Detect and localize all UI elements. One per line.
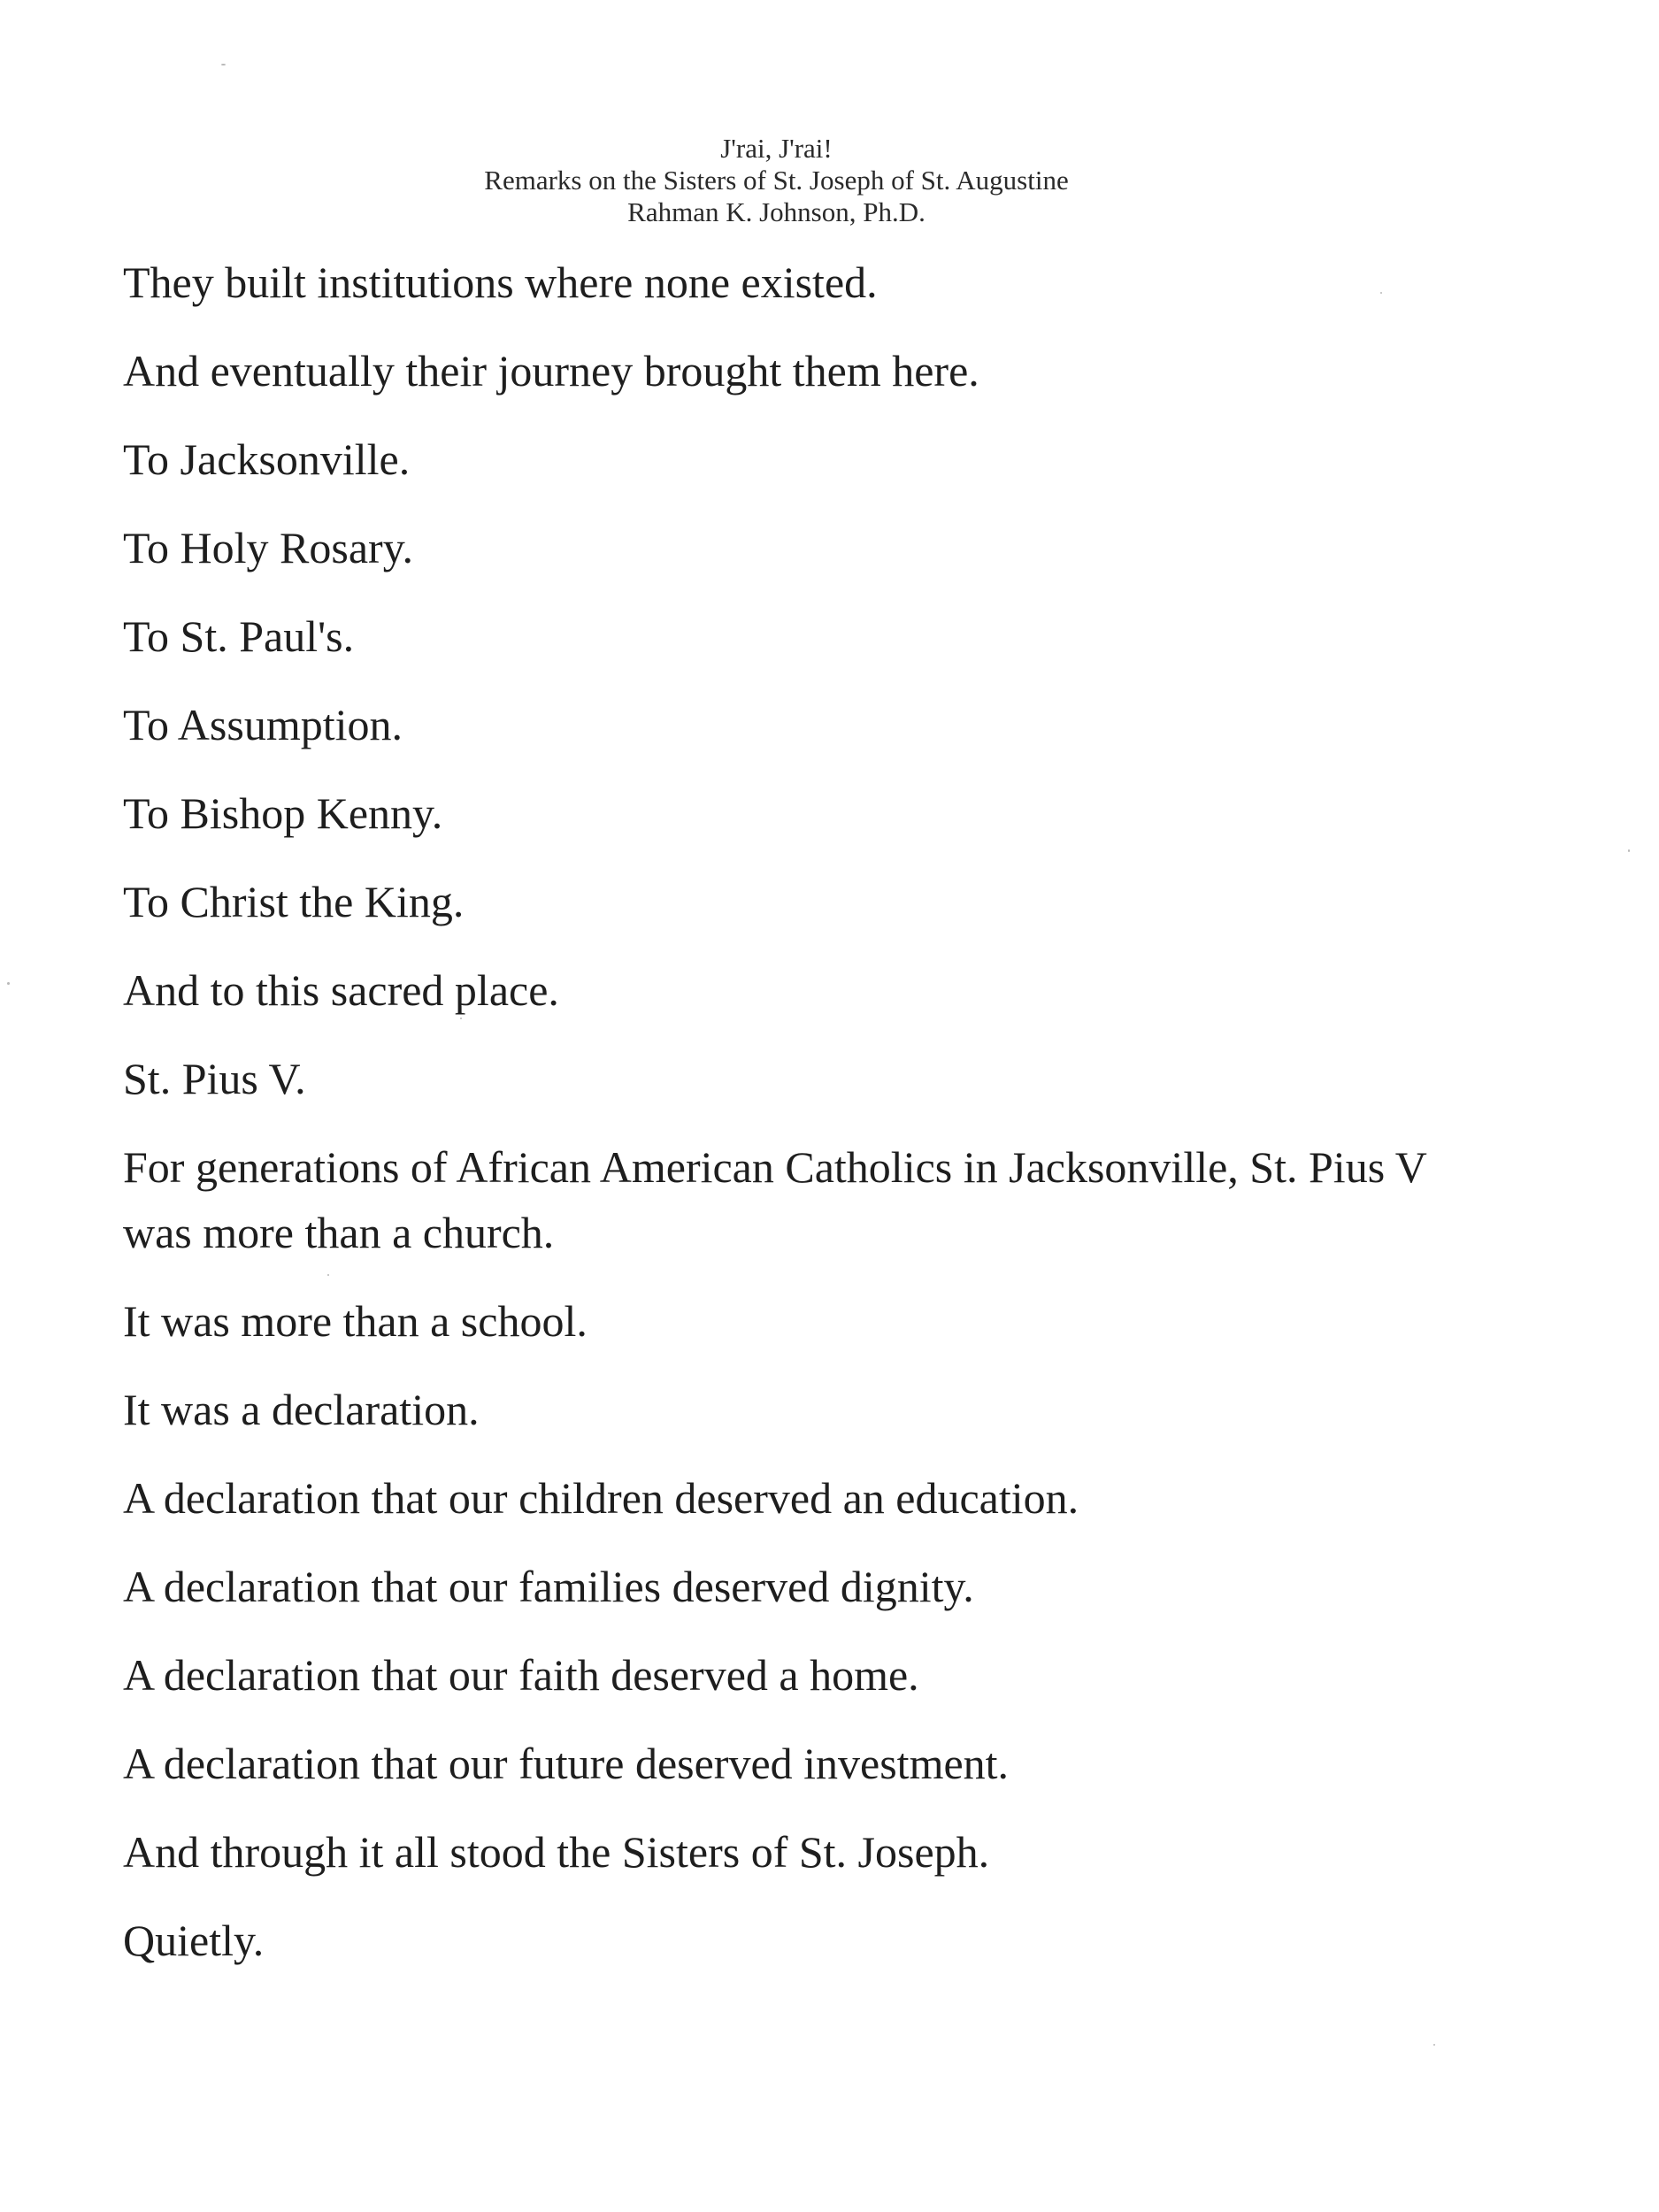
paragraph: It was more than a school. bbox=[123, 1296, 588, 1346]
scan-speck bbox=[1380, 292, 1382, 294]
paragraph: And eventually their journey brought them here. bbox=[123, 346, 979, 396]
paragraph: A declaration that our families deserved dignity. bbox=[123, 1562, 974, 1611]
paragraph: They built institutions where none existed. bbox=[123, 257, 878, 307]
document-body bbox=[123, 250, 1503, 1996]
paragraph: To Holy Rosary. bbox=[123, 523, 413, 572]
document-title: J'rai, J'rai! bbox=[720, 133, 833, 164]
paragraph: To Jacksonville. bbox=[123, 434, 411, 484]
scan-speck bbox=[1628, 849, 1630, 852]
paragraph: It was a declaration. bbox=[123, 1385, 480, 1434]
paragraph: To Bishop Kenny. bbox=[123, 788, 443, 838]
paragraph: A declaration that our children deserved an education. bbox=[123, 1473, 1079, 1523]
paragraph: A declaration that our future deserved investment. bbox=[123, 1739, 1010, 1788]
paragraph: A declaration that our faith deserved a home. bbox=[123, 1650, 919, 1700]
document-subtitle: Remarks on the Sisters of St. Joseph of St. Augustine bbox=[484, 165, 1069, 196]
scan-speck bbox=[221, 64, 226, 65]
paragraph: And through it all stood the Sisters of St. Joseph. bbox=[123, 1827, 990, 1877]
paragraph: St. Pius V. bbox=[123, 1054, 306, 1103]
scan-speck bbox=[1433, 2044, 1435, 2046]
scan-speck bbox=[7, 982, 10, 985]
scan-speck bbox=[327, 1274, 329, 1276]
scan-speck bbox=[460, 1018, 462, 1019]
paragraph: Quietly. bbox=[123, 1916, 265, 1965]
document-author: Rahman K. Johnson, Ph.D. bbox=[627, 196, 926, 227]
document-header bbox=[0, 133, 1553, 228]
paragraph: To St. Paul's. bbox=[123, 611, 355, 661]
paragraph: And to this sacred place. bbox=[123, 965, 559, 1015]
paragraph: To Christ the King. bbox=[123, 877, 465, 926]
paragraph: For generations of African American Catholics in Jacksonville, St. Pius V was more than a church. bbox=[123, 1142, 1426, 1257]
paragraph: To Assumption. bbox=[123, 700, 403, 749]
